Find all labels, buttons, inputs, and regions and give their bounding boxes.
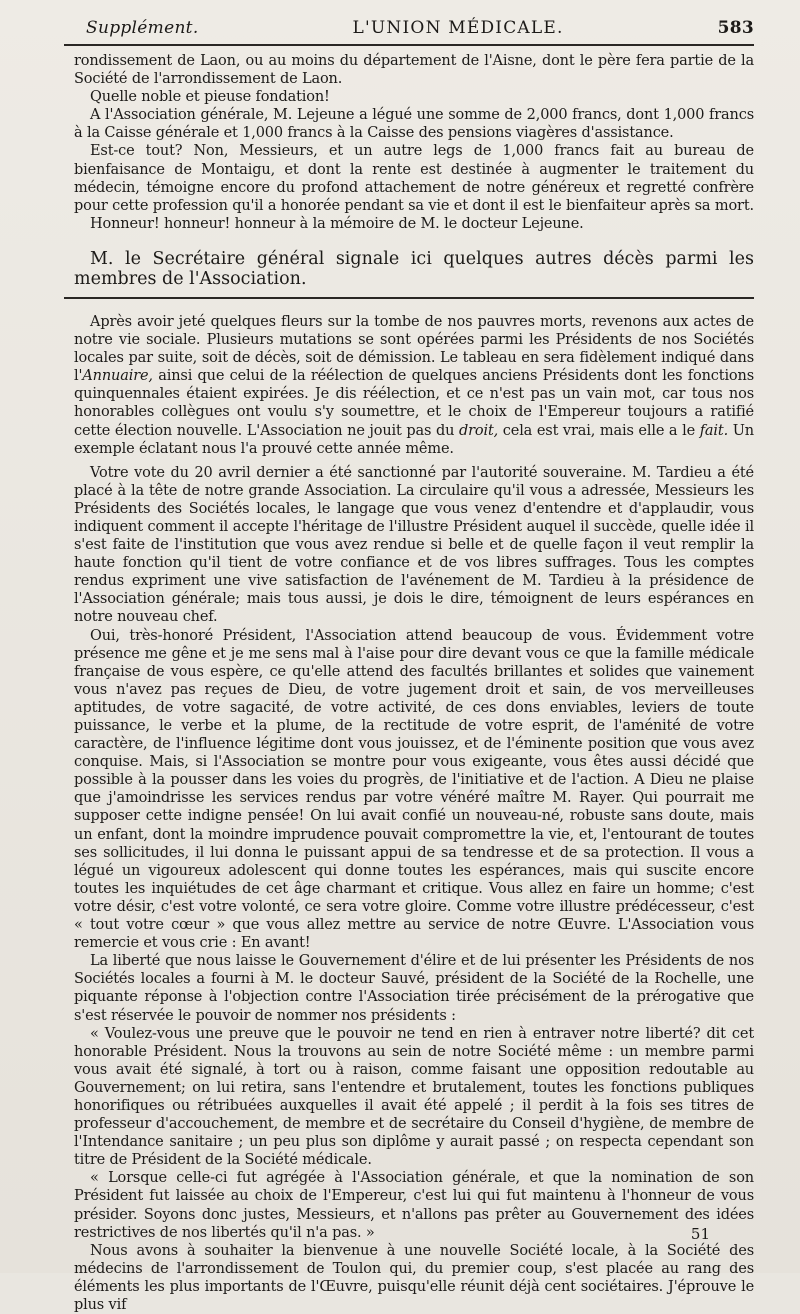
- paragraph: « Lorsque celle-ci fut agrégée à l'Association générale, et que la nomination de son Président fut laissée au choix de l'Empereur, c'est lui qui fut maintenu à l'honneur de vous présider. Soyons donc justes, Messieurs, et n'allons pas prêter au Gouvernement des idées restrictives de nos libertés qu'il n'a pas. »: [74, 1170, 754, 1241]
- text-run: Un exemple éclatant nous l'a prouvé cette année même.: [74, 422, 754, 457]
- text-run: ainsi que celui de la réélection de quelques anciens Présidents dont les fonctions quinquennales étaient expirées. Je dis réélection, et ce n'est pas un vain mot, car tous nos honorables collègues ont voulu s'y soumettre, et le choix de l'Empereur toujours a ratifié cette élection nouvelle. L'Association ne jouit pas du: [74, 368, 754, 439]
- secretary-note: M. le Secrétaire général signale ici quelques autres décès parmi les membres de l'Association.: [74, 248, 754, 289]
- text-run: Après avoir jeté quelques fleurs sur la tombe de nos pauvres morts, revenons aux actes de notre vie sociale. Plusieurs mutations se sont opérées parmi les Présidents de nos Sociétés locales par suite, soit de décès, soit de démission. Le tableau en sera fidèlement indiqué dans l': [74, 313, 754, 385]
- header-section-label: Supplément.: [86, 18, 199, 38]
- paragraph: A l'Association générale, M. Lejeune a légué une somme de 2,000 francs, dont 1,000 francs à la Caisse générale et 1,000 francs à la Caisse des pensions viagères d'assistance.: [74, 107, 754, 142]
- italic-text: fait.: [699, 422, 729, 439]
- paragraph: La liberté que nous laisse le Gouvernement d'élire et de lui présenter les Présidents de nos Sociétés locales a fourni à M. le docteur Sauvé, président de la Société de la Rochelle, une piquante réponse à l'objection contre l'Association tirée précisément de la prérogative que s'est réservée le pouvoir de nommer nos présidents :: [74, 953, 754, 1024]
- italic-text: droit,: [458, 422, 499, 439]
- paragraph: rondissement de Laon, ou au moins du département de l'Aisne, dont le père fera partie de la Société de l'arrondissement de Laon.: [74, 53, 754, 88]
- paragraph: Oui, très-honoré Président, l'Association attend beaucoup de vous. Évidemment votre présence me gêne et je me sens mal à l'aise pour dire devant vous ce que la famille médicale française de vous espère, ce qu'elle attend des facultés brillantes et solides que vainement vous n'avez pas reçues de Dieu, de votre jugement droit et sain, de vos merveilleuses aptitudes, de votre sagacité, de votre activité, de ces dons enviables, leviers de toute puissance, le verbe et la plume, de la rectitude de votre esprit, de l'aménité de votre caractère, de l'influence légitime dont vous jouissez, et de l'éminente position que vous avez conquise. Mais, si l'Association se montre pour vous exigeante, vous êtes aussi décidé que possible à la pousser dans les voies du progrès, de l'initiative et de l'action. A Dieu ne plaise que j'amoindrisse les services rendus par votre vénéré maître M. Rayer. Qui pourrait me supposer cette indigne pensée! On lui avait confié un nouveau-né, robuste sans doute, mais un enfant, dont la moindre imprudence pouvait compromettre la vie, et, l'entourant de toutes ses sollicitudes, il lui donna le puissant appui de sa tendresse et de sa protection. Il vous a légué un vigoureux adolescent qui donne toutes les espérances, mais qui suscite encore toutes les inquiétudes de cet âge charmant et critique. Vous allez en faire un homme; c'est votre désir, c'est votre volonté, ce sera votre gloire. Comme votre illustre prédécesseur, c'est « tout votre cœur » que vous allez mettre au service de notre Œuvre. L'Association vous remercie et vous crie : En avant!: [74, 627, 754, 952]
- paragraph: « Voulez-vous une preuve que le pouvoir ne tend en rien à entraver notre liberté? dit cet honorable Président. Nous la trouvons au sein de notre Société même : un membre parmi vous avait été signalé, à tort ou à raison, comme faisant une opposition redoutable au Gouvernement; on lui retira, sans l'entendre et brutalement, toutes les fonctions publiques honorifiques ou rétribuées auxquelles il avait été appelé ; il perdit à la fois ses titres de professeur d'accouchement, de membre et de secrétaire du Conseil d'hygiène, de membre de l'Intendance sanitaire ; un peu plus son diplôme y aurait passé ; on respecta cependant son titre de Président de la Société médicale.: [74, 1025, 754, 1169]
- article-body-part-1: [74, 52, 754, 233]
- paragraph: [74, 313, 754, 458]
- paragraph: Honneur! honneur! honneur à la mémoire de M. le docteur Lejeune.: [90, 215, 584, 232]
- page-number: 583: [717, 18, 754, 38]
- text-run: cela est vrai, mais elle a le: [498, 422, 700, 439]
- folio-number: 51: [690, 1225, 710, 1243]
- running-header: [64, 18, 754, 46]
- paragraph: Votre vote du 20 avril dernier a été sanctionné par l'autorité souveraine. M. Tardieu a été placé à la tête de notre grande Association. La circulaire qu'il vous a adressée, Messieurs les Présidents des Sociétés locales, le langage que vous venez d'entendre et d'applaudir, vous indiquent comment il accepte l'héritage de l'illustre Président auquel il succède, quelle idée il s'est faite de l'institution que vous avez rendue si belle et de quelle façon il veut remplir la haute fonction qu'il tient de votre confiance et de vos libres suffrages. Tous les comptes rendus expriment une vive satisfaction de l'avénement de M. Tardieu à la présidence de l'Association générale; mais tous aussi, je dois le dire, témoignent de leurs espérances en notre nouveau chef.: [74, 464, 754, 626]
- italic-text: Annuaire,: [82, 368, 153, 385]
- article-body-part-2: [74, 313, 754, 1314]
- paragraph: Nous avons à souhaiter la bienvenue à une nouvelle Société locale, à la Société des médecins de l'arrondissement de Toulon qui, du premier coup, s'est placée au rang des éléments les plus importants de l'Œuvre, puisqu'elle réunit déjà cent sociétaires. J'éprouve le plus vif: [74, 1242, 754, 1313]
- paragraph: Quelle noble et pieuse fondation!: [90, 89, 330, 106]
- journal-title: L'UNION MÉDICALE.: [352, 18, 564, 38]
- section-divider: [64, 297, 754, 299]
- paragraph: Est-ce tout? Non, Messieurs, et un autre legs de 1,000 francs fait au bureau de bienfaisance de Montaigu, et dont la rente est destinée à augmenter le traitement du médecin, témoigne encore du profond attachement de notre généreux et regretté confrère pour cette profession qu'il a honorée pendant sa vie et dont il est le bienfaiteur après sa mort.: [74, 143, 754, 214]
